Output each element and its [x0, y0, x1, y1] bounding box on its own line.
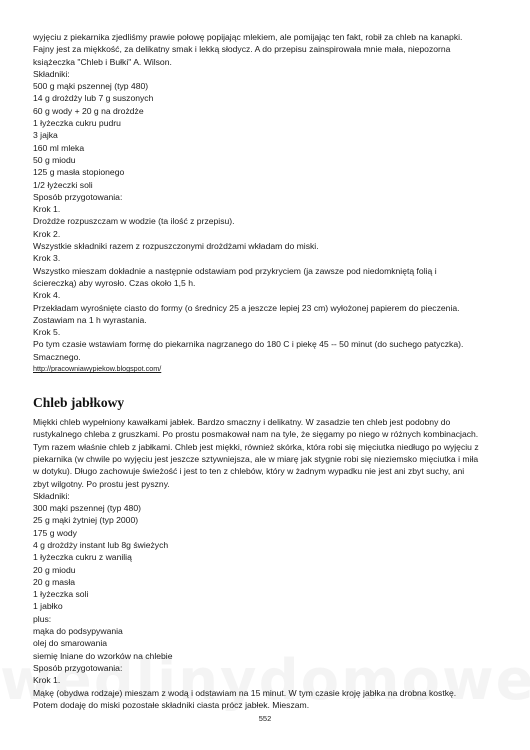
text-line: Fajny jest za miękkość, za delikatny smak i lekką słodycz. A do przepisu zainspirowała mnie mała, niepozorna	[33, 44, 451, 55]
text-line: Tym razem właśnie chleb z jabłkami. Chleb jest miękki, również skórka, która robi się mięciutka niedługo po wyjęciu z	[33, 441, 479, 452]
text-line: książeczka "Chleb i Bułki" A. Wilson.	[33, 56, 172, 67]
text-line: Potem dodaję do miski pozostałe składniki ciasta prócz jabłek. Mieszam.	[33, 699, 310, 710]
text-line: zbyt wilgotny. Po prostu jest pyszny.	[33, 478, 170, 489]
text-line: wyjęciu z piekarnika zjedliśmy prawie połowę popijając mlekiem, ale pomijając ten fakt, robił za chleb na kanapki.	[33, 32, 463, 42]
source-link[interactable]: http://pracowniawypiekow.blogspot.com/	[33, 364, 162, 374]
page-number: 552	[258, 714, 272, 723]
text-line: Krok 3.	[33, 253, 61, 264]
text-line: Miękki chleb wypełniony kawałkami jabłek. Bardzo smaczny i delikatny. W zasadzie ten chleb jest podobny do	[33, 417, 451, 428]
text-line: Wszystko mieszam dokładnie a następnie odstawiam pod przykryciem (ja zawsze pod niedomkniętą folią i	[33, 265, 437, 276]
text-line: Wszystkie składniki razem z rozpuszczonymi drożdżami wkładam do miski.	[33, 241, 319, 252]
text-line: 3 jajka	[33, 130, 58, 141]
text-line: 1/2 łyżeczki soli	[33, 179, 93, 190]
text-line: Składniki:	[33, 490, 70, 501]
text-line: 14 g drożdży lub 7 g suszonych	[33, 93, 154, 104]
document-page	[33, 31, 503, 711]
text-line: 175 g wody	[33, 527, 77, 538]
text-line: 50 g miodu	[33, 154, 76, 165]
text-line: w dotyku). Długo zachowuje świeżość i jest to ten z chlebów, który w żadnym wypadku nie jest ani zbyt suchy, ani	[33, 466, 465, 477]
text-line: Przekładam wyrośnięte ciasto do formy (o średnicy 25 a jeszcze lepiej 23 cm) wyłożonej papierem do pieczenia.	[33, 302, 460, 313]
text-line: piekarnika (w chwile po wyjęciu jest jeszcze sztywniejsza, ale w miarę jak stygnie robi się nieziemsko mięciutka i miła	[33, 453, 479, 464]
text-line: Krok 4.	[33, 290, 61, 301]
text-line: Sposób przygotowania:	[33, 662, 123, 673]
text-line: 4 g drożdży instant lub 8g świeżych	[33, 539, 169, 550]
text-line: olej do smarowania	[33, 638, 108, 649]
text-line: Po tym czasie wstawiam formę do piekarnika nagrzanego do 180 C i piekę 45 -- 50 minut (do suchego patyczka).	[33, 339, 464, 350]
text-line: Sposób przygotowania:	[33, 191, 123, 202]
recipe-text-section	[33, 416, 503, 711]
text-line: 60 g wody + 20 g na drożdże	[33, 105, 144, 116]
text-line: 1 łyżeczka soli	[33, 589, 89, 600]
text-line: Krok 5.	[33, 327, 61, 338]
text-line: Krok 1.	[33, 675, 61, 686]
text-line: 125 g masła stopionego	[33, 167, 125, 178]
text-line: 20 g masła	[33, 576, 76, 587]
text-line: plus:	[33, 613, 52, 624]
text-line: 1 łyżeczka cukru z wanilią	[33, 552, 132, 563]
text-line: Drożdże rozpuszczam w wodzie (ta ilość z przepisu).	[33, 216, 235, 227]
text-line: 160 ml mleka	[33, 142, 85, 153]
recipe-text-section	[33, 31, 503, 363]
text-line: Zostawiam na 1 h wyrastania.	[33, 314, 147, 325]
text-line: Krok 2.	[33, 228, 61, 239]
text-line: Składniki:	[33, 68, 70, 79]
text-line: 1 łyżeczka cukru pudru	[33, 118, 121, 129]
text-line: 25 g mąki żytniej (typ 2000)	[33, 515, 139, 526]
text-line: 20 g miodu	[33, 564, 76, 575]
text-line: 1 jabłko	[33, 601, 63, 612]
text-line: 300 mąki pszennej (typ 480)	[33, 503, 141, 514]
text-line: rustykalnego chleba z gruszkami. Po prostu posmakował nam na tyle, że sięgamy po niego w różnych kombinacjach.	[33, 429, 479, 440]
text-line: Krok 1.	[33, 204, 61, 215]
text-line: Smacznego.	[33, 351, 81, 362]
text-line: mąka do podsypywania	[33, 626, 123, 637]
text-line: Mąkę (obydwa rodzaje) mieszam z wodą i odstawiam na 15 minut. W tym czasie kroję jabłka na drobna kostkę.	[33, 687, 457, 698]
text-line: ściereczką) aby wyrosło. Czas około 1,5 h.	[33, 277, 196, 288]
text-line: siemię lniane do wzorków na chlebie	[33, 650, 173, 661]
recipe-heading: Chleb jabłkowy	[33, 395, 125, 411]
text-line: 500 g mąki pszennej (typ 480)	[33, 81, 149, 92]
